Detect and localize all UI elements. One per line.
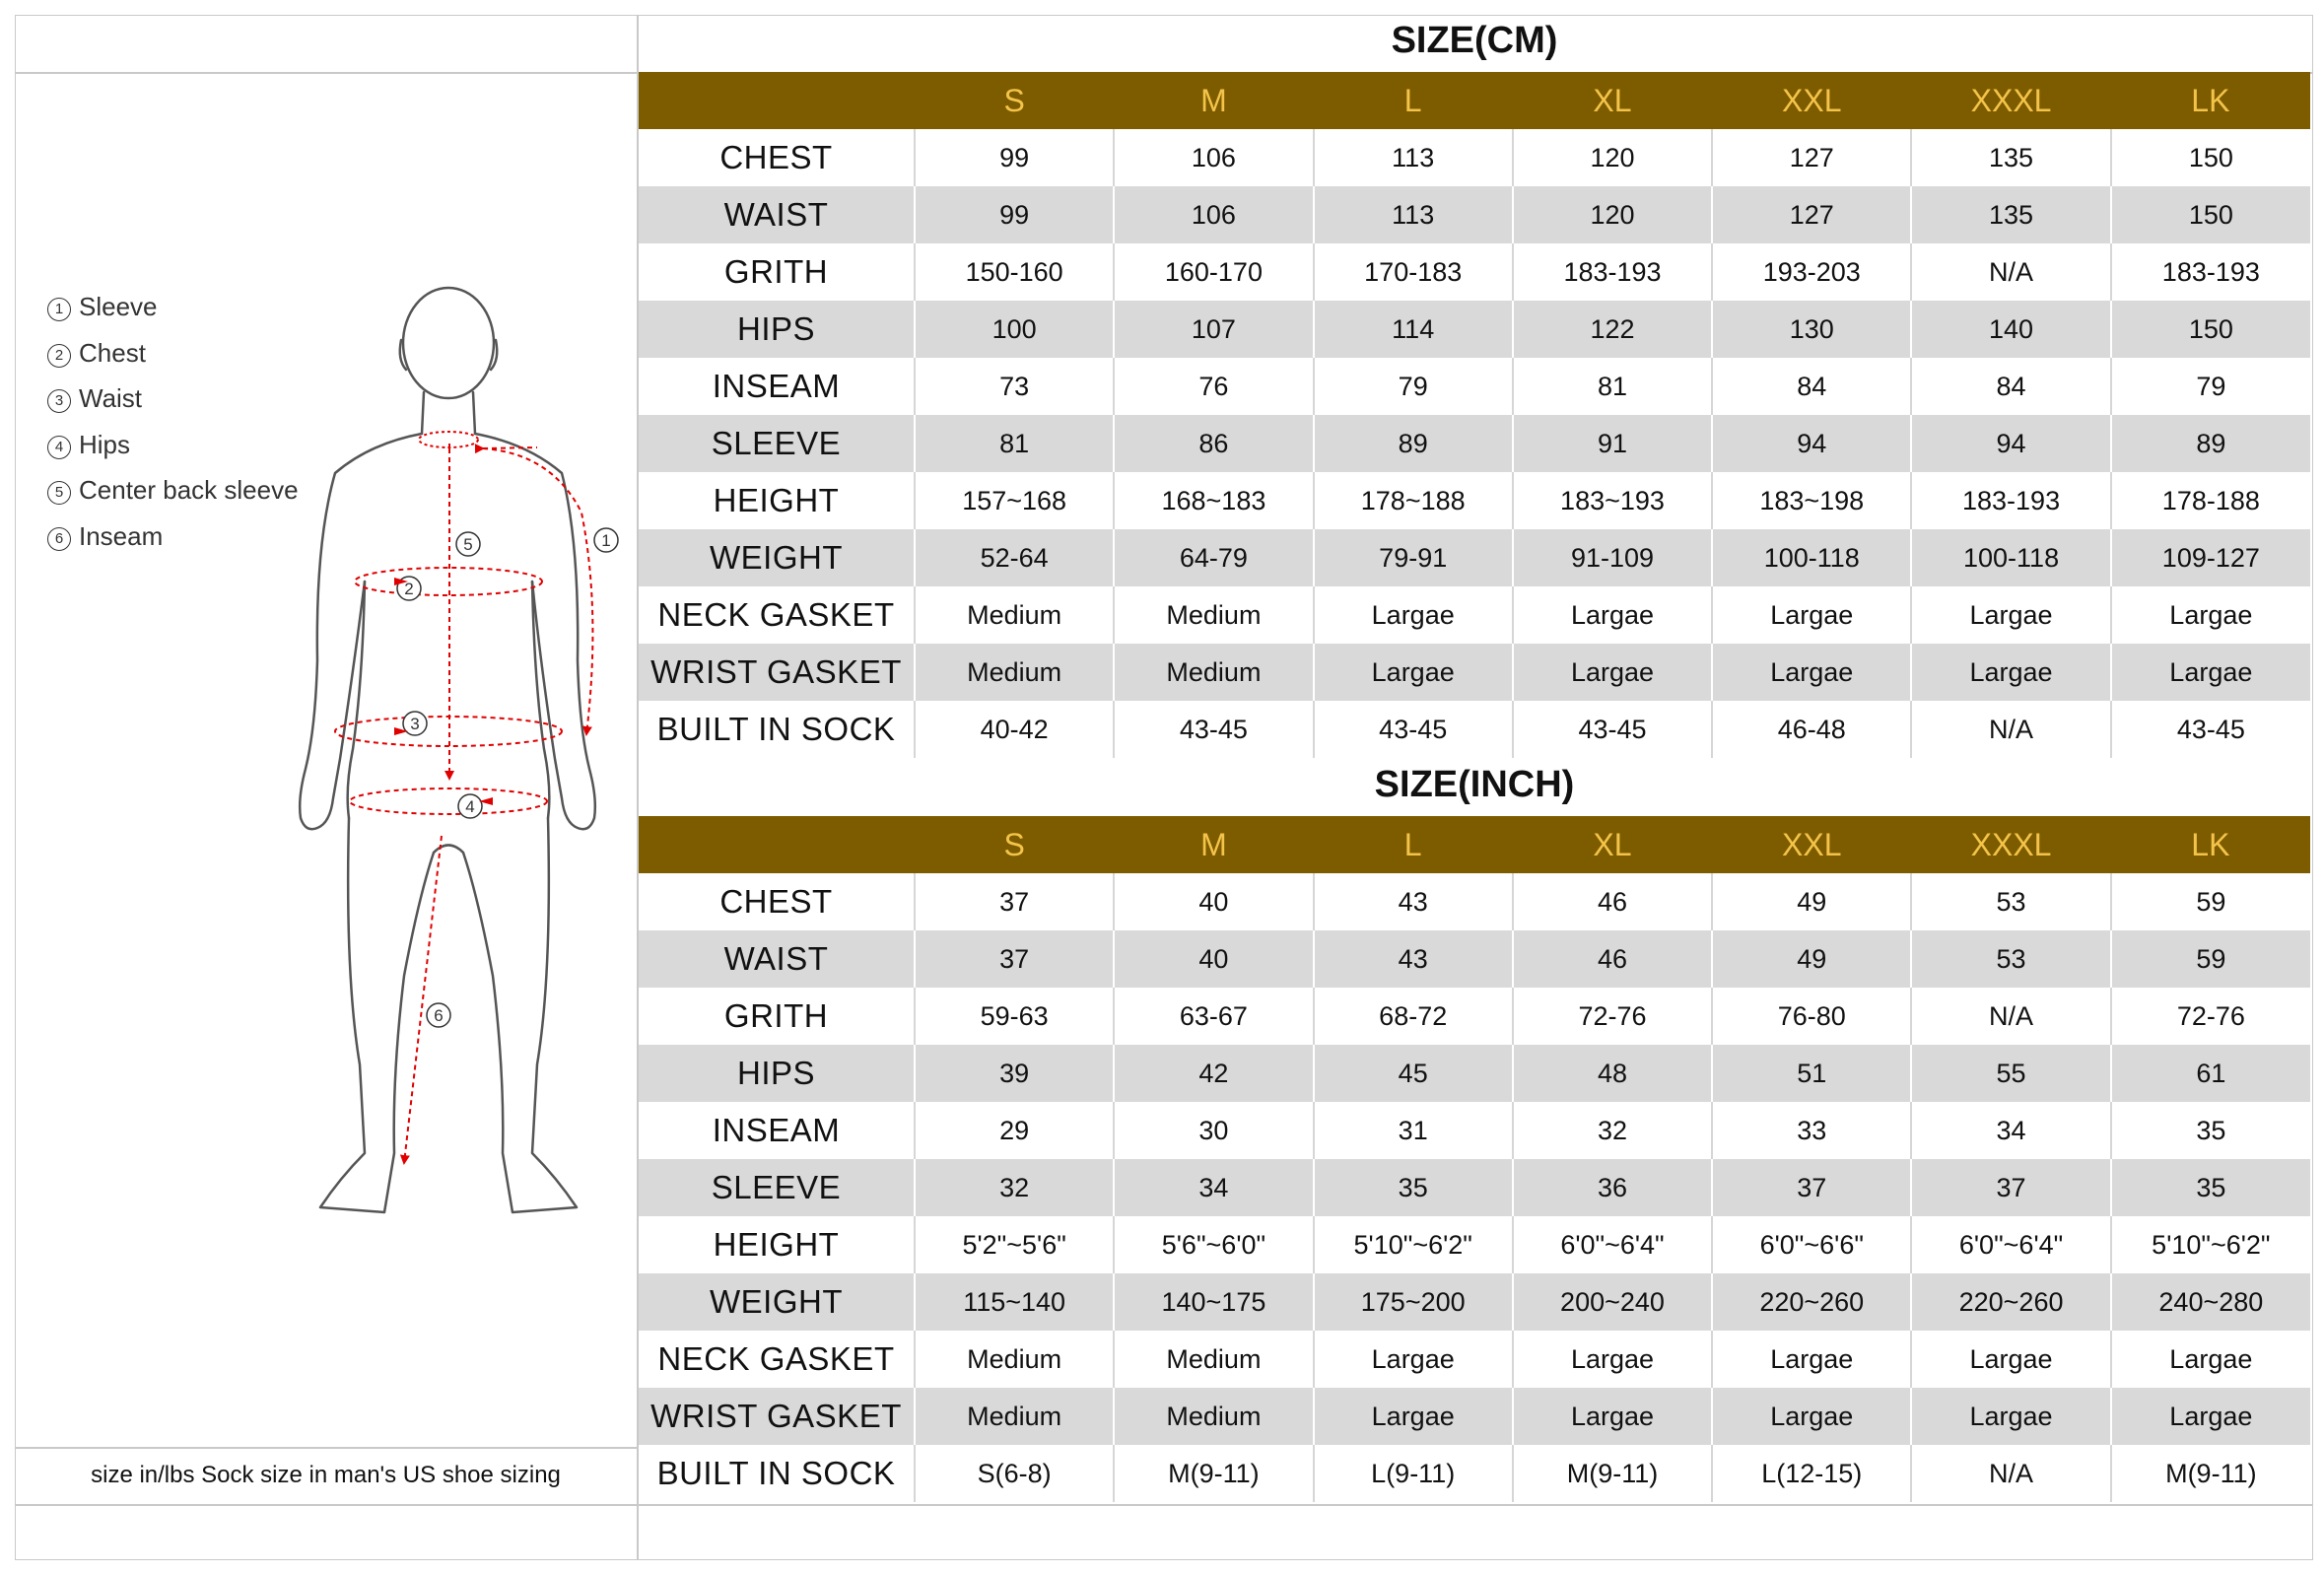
row-label: HEIGHT [713,482,840,518]
table-cell: Medium [1114,586,1313,644]
table-cell: 100 [915,301,1114,358]
table-cell: N/A [1911,243,2110,301]
table-cell: Largae [1712,1388,1911,1445]
table-cell: 79 [2111,358,2310,415]
size-header-lk: LK [2111,816,2310,873]
size-header-s: S [915,72,1114,129]
table-row [639,701,2310,758]
row-label: WAIST [639,930,915,988]
table-cell: Largae [2111,644,2310,701]
size-cm-table [639,72,2310,758]
table-cell: 6'0"~6'4" [1911,1216,2110,1273]
table-cell: 6'0"~6'6" [1712,1216,1911,1273]
size-header-xxl: XXL [1712,816,1911,873]
table-cell: 94 [1712,415,1911,472]
table-cell: Medium [1114,1331,1313,1388]
size-header-m: M [1114,72,1313,129]
table-cell: 49 [1712,873,1911,930]
table-cell: 91 [1513,415,1712,472]
table-row [639,988,2310,1045]
legend-item [47,284,299,330]
table-cell: 61 [2111,1045,2310,1102]
legend-number: 3 [47,389,71,413]
svg-text:5: 5 [463,535,473,554]
size-header-row [639,72,2310,129]
table-cell: N/A [1911,988,2110,1045]
table-cell: 29 [915,1102,1114,1159]
table-cell: Largae [1712,1331,1911,1388]
table-row [639,1216,2310,1273]
table-cell: 40 [1114,873,1313,930]
row-label: CHEST [719,883,833,920]
figure-markers [397,528,618,1027]
table-row [639,301,2310,358]
table-cell: 73 [915,358,1114,415]
table-cell: Largae [1712,586,1911,644]
table-cell: 34 [1911,1102,2110,1159]
table-cell: 135 [1911,129,2110,186]
table-cell: 72-76 [1513,988,1712,1045]
table-cell: 35 [1314,1159,1513,1216]
size-header-s: S [915,816,1114,873]
table-cell: 140~175 [1114,1273,1313,1331]
svg-text:1: 1 [601,531,611,550]
row-label: WRIST GASKET [639,1388,915,1445]
table-row [639,186,2310,243]
table-cell: Largae [1513,586,1712,644]
table-cell: Medium [915,1388,1114,1445]
table-row [639,930,2310,988]
table-cell: 46-48 [1712,701,1911,758]
size-header-xxxl: XXXL [1911,72,2110,129]
size-cm-title: SIZE(CM) [1391,20,1558,61]
table-cell: 43 [1314,873,1513,930]
table-cell: N/A [1911,701,2110,758]
table-cell: Largae [1314,644,1513,701]
size-header-m: M [1114,816,1313,873]
table-cell: M(9-11) [2111,1445,2310,1502]
table-cell: 220~260 [1712,1273,1911,1331]
svg-text:3: 3 [410,715,420,733]
table-cell: 109-127 [2111,529,2310,586]
row-label: SLEEVE [639,415,915,472]
table-cell: 42 [1114,1045,1313,1102]
table-row [639,415,2310,472]
row-label: HIPS [639,1045,915,1102]
legend-item [47,514,299,560]
table-cell: Largae [1712,644,1911,701]
table-cell: 135 [1911,186,2110,243]
table-cell: 39 [915,1045,1114,1102]
size-header-lk: LK [2111,72,2310,129]
svg-text:4: 4 [465,797,475,816]
table-cell: 84 [1712,358,1911,415]
table-cell: 89 [1314,415,1513,472]
measurement-legend [47,284,299,559]
table-cell: 178-188 [2111,472,2310,529]
table-cell: 32 [1513,1102,1712,1159]
table-cell: 81 [915,415,1114,472]
table-cell: 63-67 [1114,988,1313,1045]
table-cell: 43-45 [1114,701,1313,758]
table-cell: 76 [1114,358,1313,415]
row-label: CHEST [719,139,833,175]
table-cell: 55 [1911,1045,2110,1102]
table-cell: 150 [2111,186,2310,243]
table-cell: 240~280 [2111,1273,2310,1331]
table-cell: Medium [915,644,1114,701]
table-cell: 140 [1911,301,2110,358]
table-cell: S(6-8) [915,1445,1114,1502]
legend-label: Waist [79,383,143,413]
table-cell: 30 [1114,1102,1313,1159]
size-header-xl: XL [1513,72,1712,129]
table-cell: 79-91 [1314,529,1513,586]
legend-item [47,422,299,468]
table-cell: 115~140 [915,1273,1114,1331]
row-label: BUILT IN SOCK [656,711,896,747]
table-cell: 175~200 [1314,1273,1513,1331]
table-cell: 150-160 [915,243,1114,301]
table-cell: 114 [1314,301,1513,358]
table-cell: 122 [1513,301,1712,358]
legend-item [47,467,299,514]
table-cell: 94 [1911,415,2110,472]
size-header-xl: XL [1513,816,1712,873]
table-row [639,1445,2310,1502]
row-label: SLEEVE [639,1159,915,1216]
table-cell: M(9-11) [1114,1445,1313,1502]
table-cell: 33 [1712,1102,1911,1159]
table-cell: 99 [915,186,1114,243]
table-cell: 183~198 [1712,472,1911,529]
table-cell: 81 [1513,358,1712,415]
table-cell: 130 [1712,301,1911,358]
table-cell: 99 [915,129,1114,186]
table-cell: 52-64 [915,529,1114,586]
legend-label: Hips [79,429,131,459]
table-cell: 157~168 [915,472,1114,529]
table-row [639,243,2310,301]
measurement-arrowheads [394,578,493,805]
table-cell: 37 [1911,1159,2110,1216]
row-label: HIPS [639,301,915,358]
table-cell: 89 [2111,415,2310,472]
table-cell: 51 [1712,1045,1911,1102]
table-cell: 183-193 [1911,472,2110,529]
table-cell: 168~183 [1114,472,1313,529]
table-row [639,129,2310,186]
table-cell: 64-79 [1114,529,1313,586]
marker-3 [403,712,427,735]
row-label: WAIST [639,186,915,243]
table-cell: Medium [1114,644,1313,701]
table-cell: 86 [1114,415,1313,472]
table-cell: 160-170 [1114,243,1313,301]
table-cell: Medium [915,586,1114,644]
legend-number: 5 [47,481,71,505]
row-label: HEIGHT [713,1226,840,1263]
table-cell: M(9-11) [1513,1445,1712,1502]
table-cell: 106 [1114,129,1313,186]
size-header-l: L [1314,816,1513,873]
table-cell: 37 [915,930,1114,988]
table-cell: 35 [2111,1159,2310,1216]
row-label: GRITH [723,253,829,290]
row-label: NECK GASKET [657,1340,895,1377]
row-label: BUILT IN SOCK [656,1455,896,1491]
table-cell: 72-76 [2111,988,2310,1045]
table-cell: 200~240 [1513,1273,1712,1331]
legend-item [47,376,299,422]
legend-number: 2 [47,344,71,368]
body-outline [300,288,595,1212]
table-row [639,1045,2310,1102]
table-cell: 150 [2111,129,2310,186]
marker-5 [456,532,480,556]
table-cell: 183~193 [1513,472,1712,529]
table-cell: 170-183 [1314,243,1513,301]
table-row [639,1273,2310,1331]
table-row [639,1159,2310,1216]
legend-label: Chest [79,337,146,368]
size-inch-table [639,816,2310,1502]
legend-number: 4 [47,436,71,459]
table-cell: 5'2"~5'6" [915,1216,1114,1273]
row-label: WRIST GASKET [639,644,915,701]
table-cell: 32 [915,1159,1114,1216]
table-cell: 46 [1513,930,1712,988]
row-label: NECK GASKET [657,596,895,633]
marker-4 [458,794,482,818]
table-cell: 59-63 [915,988,1114,1045]
table-cell: 150 [2111,301,2310,358]
size-inch-title: SIZE(INCH) [1374,764,1575,805]
row-label: INSEAM [712,1112,841,1148]
table-cell: Largae [1314,586,1513,644]
table-cell: 113 [1314,186,1513,243]
table-cell: 183-193 [2111,243,2310,301]
size-header-xxl: XXL [1712,72,1911,129]
row-divider-bottom [15,1504,2313,1506]
row-label: WEIGHT [639,529,915,586]
table-cell: Largae [1911,1388,2110,1445]
table-cell: Medium [1114,1388,1313,1445]
table-cell: Largae [2111,1388,2310,1445]
table-cell: 107 [1114,301,1313,358]
table-cell: Largae [1911,586,2110,644]
table-cell: 43-45 [1314,701,1513,758]
table-cell: Largae [1513,1331,1712,1388]
table-cell: 5'10"~6'2" [2111,1216,2310,1273]
marker-6 [427,1003,450,1027]
table-cell: 193-203 [1712,243,1911,301]
size-header-row [639,816,2310,873]
table-cell: 127 [1712,186,1911,243]
table-cell: L(9-11) [1314,1445,1513,1502]
table-cell: 120 [1513,129,1712,186]
table-cell: 31 [1314,1102,1513,1159]
table-row [639,873,2310,930]
table-cell: 36 [1513,1159,1712,1216]
table-cell: 79 [1314,358,1513,415]
table-cell: 40-42 [915,701,1114,758]
table-row [639,644,2310,701]
table-cell: 53 [1911,930,2110,988]
table-cell: Medium [915,1331,1114,1388]
row-label: GRITH [723,997,829,1034]
table-cell: 100-118 [1712,529,1911,586]
table-cell: Largae [1911,644,2110,701]
table-row [639,529,2310,586]
table-cell: 43-45 [1513,701,1712,758]
table-cell: 5'10"~6'2" [1314,1216,1513,1273]
table-row [639,472,2310,529]
table-cell: 37 [1712,1159,1911,1216]
table-cell: 43 [1314,930,1513,988]
table-cell: 91-109 [1513,529,1712,586]
size-header-l: L [1314,72,1513,129]
table-cell: 40 [1114,930,1313,988]
table-cell: 106 [1114,186,1313,243]
svg-text:2: 2 [404,580,414,598]
table-row [639,1102,2310,1159]
body-measurement-figure [286,286,641,1237]
header-blank-cell [639,816,915,873]
size-header-xxxl: XXXL [1911,816,2110,873]
table-cell: 84 [1911,358,2110,415]
table-cell: 49 [1712,930,1911,988]
table-cell: N/A [1911,1445,2110,1502]
table-cell: 127 [1712,129,1911,186]
table-cell: 34 [1114,1159,1313,1216]
table-cell: Largae [1911,1331,2110,1388]
marker-1 [594,528,618,552]
table-cell: Largae [2111,586,2310,644]
table-cell: Largae [1314,1331,1513,1388]
table-cell: Largae [2111,1331,2310,1388]
legend-item [47,330,299,377]
table-cell: Largae [1513,1388,1712,1445]
table-row [639,1331,2310,1388]
legend-label: Sleeve [79,292,158,321]
table-cell: 59 [2111,930,2310,988]
legend-label: Center back sleeve [79,475,299,505]
table-cell: 113 [1314,129,1513,186]
table-cell: 53 [1911,873,2110,930]
table-cell: 178~188 [1314,472,1513,529]
table-cell: 68-72 [1314,988,1513,1045]
footnote: size in/lbs Sock size in man's US shoe sizing [91,1462,561,1488]
row-label: WEIGHT [639,1273,915,1331]
table-cell: 46 [1513,873,1712,930]
table-cell: 48 [1513,1045,1712,1102]
table-cell: 45 [1314,1045,1513,1102]
table-cell: 43-45 [2111,701,2310,758]
table-cell: 183-193 [1513,243,1712,301]
svg-text:6: 6 [434,1006,444,1025]
legend-number: 6 [47,527,71,551]
table-cell: 5'6"~6'0" [1114,1216,1313,1273]
legend-label: Inseam [79,520,164,551]
table-cell: 220~260 [1911,1273,2110,1331]
table-cell: Largae [1314,1388,1513,1445]
table-cell: 76-80 [1712,988,1911,1045]
table-cell: 6'0"~6'4" [1513,1216,1712,1273]
table-cell: L(12-15) [1712,1445,1911,1502]
table-cell: 100-118 [1911,529,2110,586]
table-cell: Largae [1513,644,1712,701]
legend-number: 1 [47,298,71,321]
table-cell: 59 [2111,873,2310,930]
table-cell: 120 [1513,186,1712,243]
table-row [639,1388,2310,1445]
header-blank-cell [639,72,915,129]
table-row [639,358,2310,415]
row-label: INSEAM [712,368,841,404]
table-cell: 37 [915,873,1114,930]
table-row [639,586,2310,644]
table-cell: 35 [2111,1102,2310,1159]
